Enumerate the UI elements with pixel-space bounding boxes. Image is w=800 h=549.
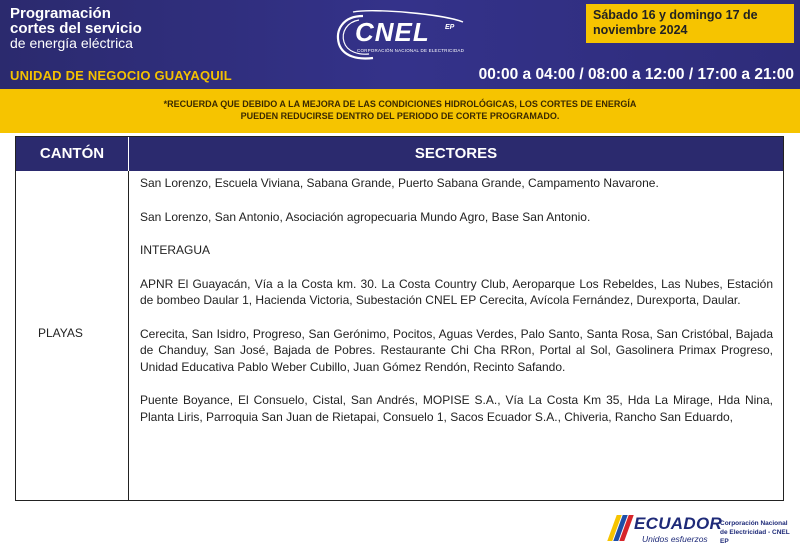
outage-table <box>15 136 784 501</box>
table-header <box>16 137 783 171</box>
sector-paragraph: APNR El Guayacán, Vía a la Costa km. 30. La Costa Country Club, Aeroparque Los Rebeldes, Las Nubes, Estación de bombeo Daular 1, Hacienda Victoria, Subestación CNEL EP Cerecita, Avícola Fernández, Durexporta, Daular. <box>140 276 773 307</box>
sector-paragraph: San Lorenzo, San Antonio, Asociación agropecuaria Mundo Agro, Base San Antonio. <box>140 209 591 224</box>
notice-banner <box>0 89 800 133</box>
ecuador-wordmark: ECUADOR <box>634 514 723 533</box>
ecuador-slogan: Unidos esfuerzos <box>642 534 708 544</box>
logo-subtitle: CORPORACIÓN NACIONAL DE ELECTRICIDAD <box>357 48 465 53</box>
column-header-sectores: SECTORES <box>128 137 783 171</box>
sector-paragraph: Cerecita, San Isidro, Progreso, San Gerónimo, Pocitos, Aguas Verdes, Palo Santo, Santa Rosa, San Cristóbal, Bajada de Chanduy, San José, Bajada de Pobres. Restaurante Chi Cha RRon, Portal al Sol, Gasolinera Primax Progreso, Unidad Educativa Pablo Weber Cubillo, Juan Gómez Rendón, Recinto Safando. <box>140 326 773 374</box>
sector-paragraph: San Lorenzo, Escuela Viviana, Sabana Grande, Puerto Sabana Grande, Campamento Navarone. <box>140 176 659 190</box>
corp-line2: de Electricidad - CNEL EP <box>720 529 790 545</box>
notice-line1: *RECUERDA QUE DEBIDO A LA MEJORA DE LAS CONDICIONES HIDROLÓGICAS, LOS CORTES DE ENERGÍA <box>163 99 637 109</box>
cnel-logo <box>333 10 473 64</box>
ecuador-flag-icon <box>608 515 634 541</box>
header-banner <box>0 0 800 89</box>
corp-line1: Corporación Nacional <box>720 520 788 527</box>
logo-suffix: EP <box>445 24 455 31</box>
sector-paragraph: INTERAGUA <box>140 243 211 257</box>
logo-wordmark: CNEL <box>355 17 430 47</box>
header-title <box>10 6 142 51</box>
business-unit: UNIDAD DE NEGOCIO GUAYAQUIL <box>10 68 232 83</box>
notice-line2: PUEDEN REDUCIRSE DENTRO DEL PERIODO DE CORTE PROGRAMADO. <box>240 111 560 121</box>
time-slots: 00:00 a 04:00 / 08:00 a 12:00 / 17:00 a 21:00 <box>478 66 794 83</box>
column-divider <box>128 171 129 500</box>
sectors-cell <box>140 175 773 442</box>
sector-paragraph: Puente Boyance, El Consuelo, Cistal, San Andrés, MOPISE S.A., Vía La Costa Km 35, Hda La Mirage, Hda Nina, Planta Liris, Parroquia San Juan de Rietapai, Consuelo 1, Sacos Ecuador S.A., Chiveria, Rancho San Eduardo, <box>140 393 773 424</box>
title-line3: de energía eléctrica <box>10 35 133 51</box>
column-header-canton: CANTÓN <box>39 145 105 162</box>
title-line1: Programación <box>10 5 111 22</box>
date-badge: Sábado 16 y domingo 17 de noviembre 2024 <box>586 4 794 43</box>
corporation-name <box>720 519 798 546</box>
footer-logo <box>608 512 798 548</box>
canton-cell: PLAYAS <box>38 326 83 340</box>
title-line2: cortes del servicio <box>10 20 142 37</box>
